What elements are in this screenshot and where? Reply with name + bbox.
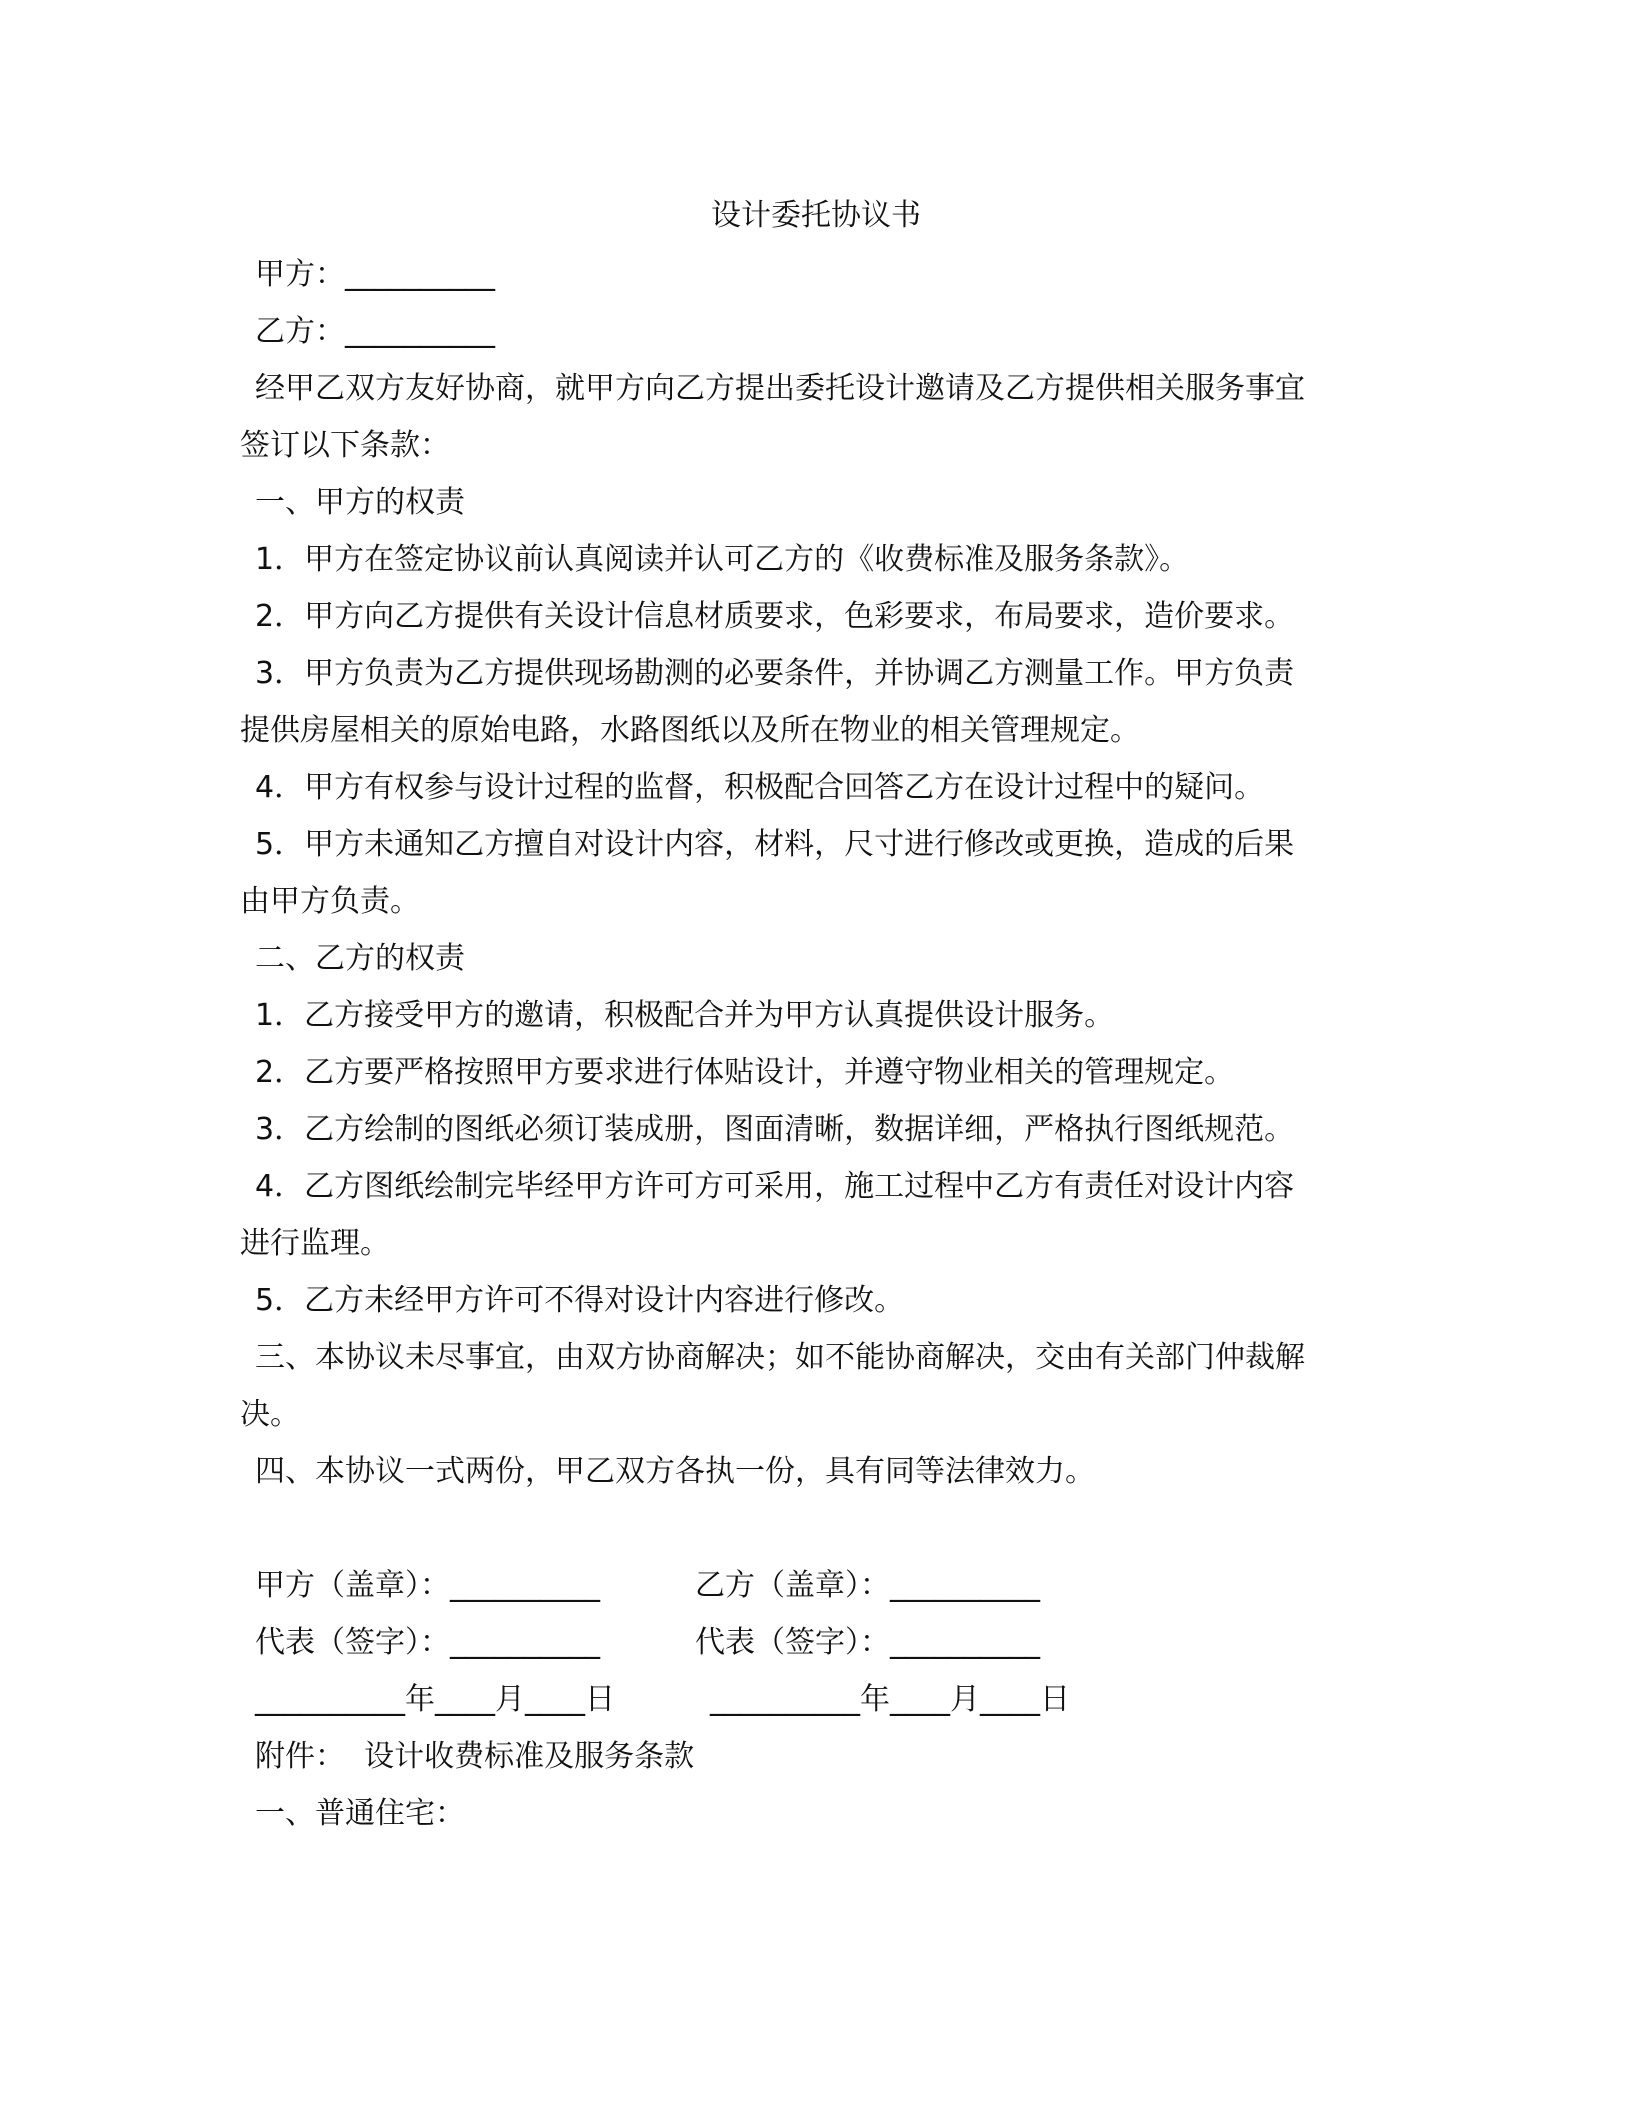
section-2-heading: 二、乙方的权责: [255, 941, 465, 976]
section-1-item-1: 1．甲方在签定协议前认真阅读并认可乙方的《收费标准及服务条款》。: [255, 542, 1190, 577]
party-a-seal-field: 甲方（盖章）：__________: [255, 1568, 600, 1603]
party-a-representative-field: 代表（签字）：__________: [255, 1625, 600, 1660]
section-1-item-4: 4．甲方有权参与设计过程的监督，积极配合回答乙方在设计过程中的疑问。: [255, 770, 1265, 805]
document-title: 设计委托协议书: [711, 198, 921, 233]
section-1-item-5-line-1: 5．甲方未通知乙方擅自对设计内容，材料，尺寸进行修改或更换，造成的后果: [255, 827, 1295, 862]
attachment-section-heading: 一、普通住宅：: [255, 1796, 465, 1831]
party-b-date-field: __________年____月____日: [710, 1682, 1070, 1717]
party-b-representative-field: 代表（签字）：__________: [695, 1625, 1040, 1660]
section-1-heading: 一、甲方的权责: [255, 485, 465, 520]
party-a-date-field: __________年____月____日: [255, 1682, 615, 1717]
party-b-seal-field: 乙方（盖章）：__________: [695, 1568, 1040, 1603]
section-2-item-1: 1．乙方接受甲方的邀请，积极配合并为甲方认真提供设计服务。: [255, 998, 1115, 1033]
attachment-line: 附件： 设计收费标准及服务条款: [255, 1739, 695, 1774]
section-2-item-3: 3．乙方绘制的图纸必须订装成册，图面清晰，数据详细，严格执行图纸规范。: [255, 1112, 1295, 1147]
intro-paragraph-line-2: 签订以下条款：: [240, 428, 450, 463]
section-1-item-3-line-2: 提供房屋相关的原始电路，水路图纸以及所在物业的相关管理规定。: [240, 713, 1140, 748]
intro-paragraph-line-1: 经甲乙双方友好协商，就甲方向乙方提出委托设计邀请及乙方提供相关服务事宜: [255, 371, 1305, 406]
party-b-line: 乙方：__________: [255, 314, 495, 349]
section-1-item-5-line-2: 由甲方负责。: [240, 884, 420, 919]
section-1-item-3-line-1: 3．甲方负责为乙方提供现场勘测的必要条件，并协调乙方测量工作。甲方负责: [255, 656, 1295, 691]
section-2-item-5: 5．乙方未经甲方许可不得对设计内容进行修改。: [255, 1283, 905, 1318]
section-3-line-2: 决。: [240, 1397, 300, 1432]
section-2-item-4-line-2: 进行监理。: [240, 1226, 390, 1261]
party-a-line: 甲方：__________: [255, 257, 495, 292]
section-4-line: 四、本协议一式两份，甲乙双方各执一份，具有同等法律效力。: [255, 1454, 1095, 1489]
section-2-item-4-line-1: 4．乙方图纸绘制完毕经甲方许可方可采用，施工过程中乙方有责任对设计内容: [255, 1169, 1295, 1204]
section-3-line-1: 三、本协议未尽事宜，由双方协商解决；如不能协商解决，交由有关部门仲裁解: [255, 1340, 1305, 1375]
section-2-item-2: 2．乙方要严格按照甲方要求进行体贴设计，并遵守物业相关的管理规定。: [255, 1055, 1235, 1090]
section-1-item-2: 2．甲方向乙方提供有关设计信息材质要求，色彩要求，布局要求，造价要求。: [255, 599, 1295, 634]
